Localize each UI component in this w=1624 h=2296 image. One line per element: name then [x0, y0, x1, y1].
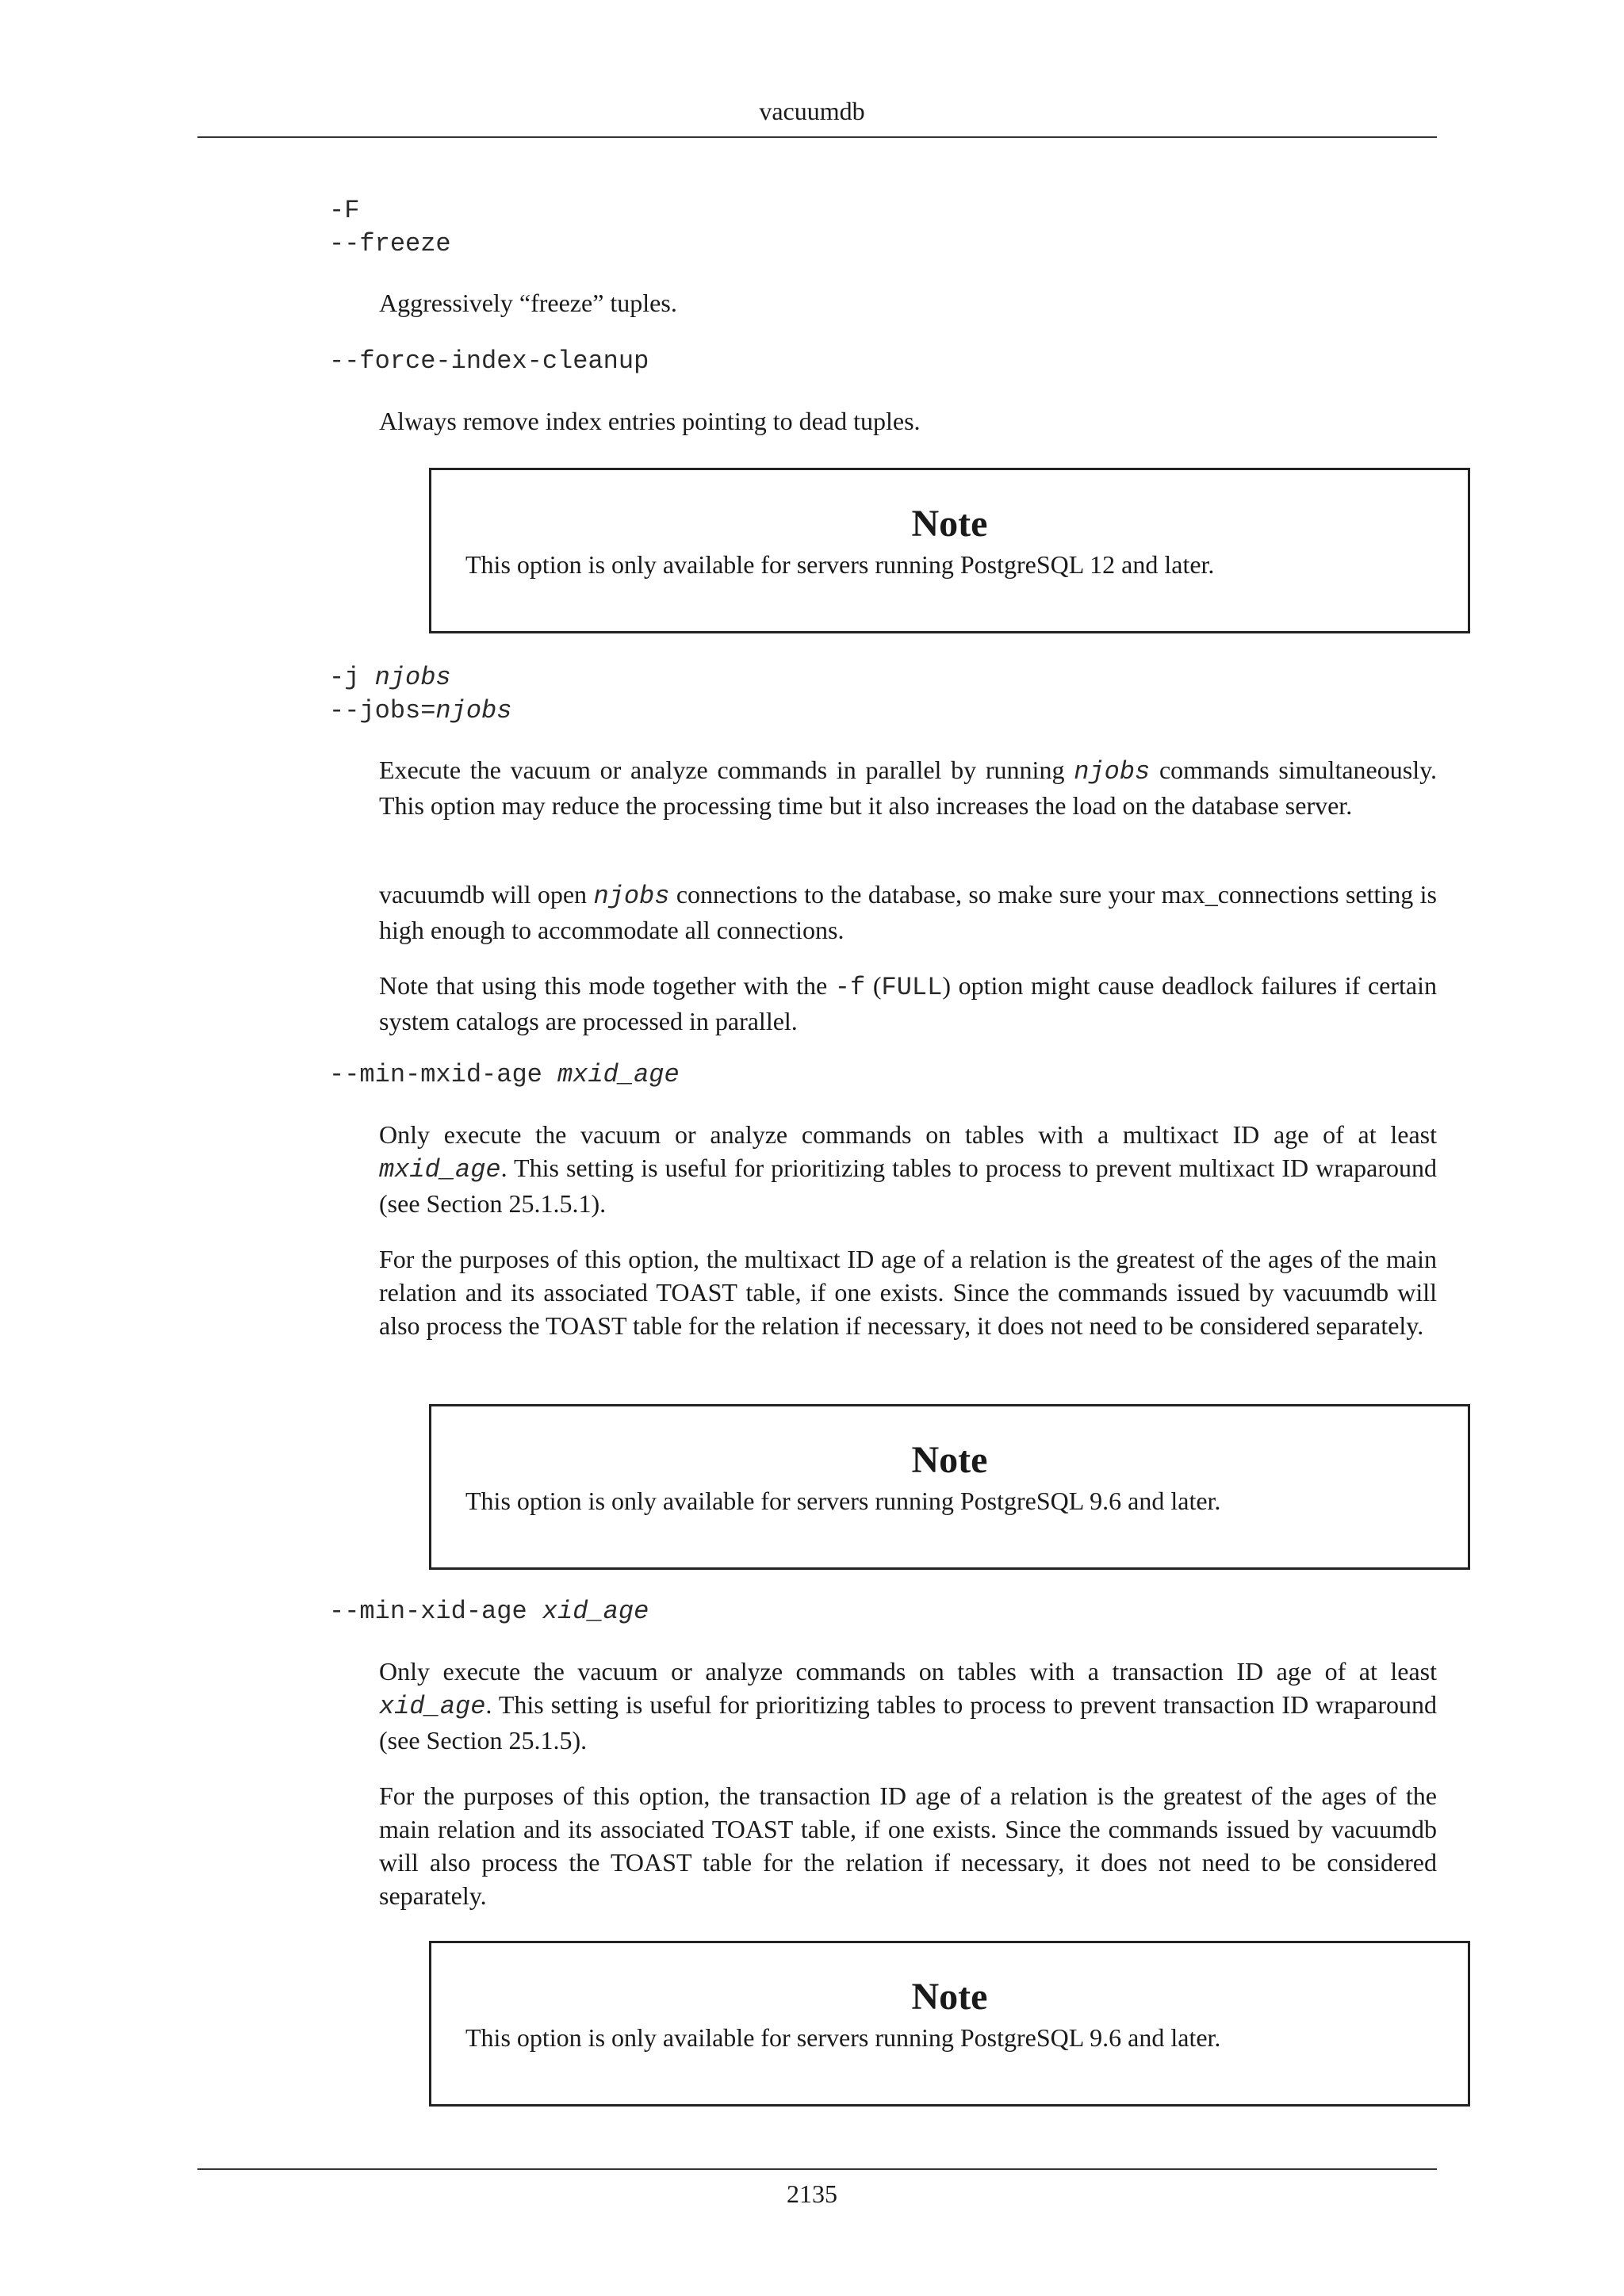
note-title: Note [911, 503, 988, 545]
note-title: Note [911, 1439, 988, 1481]
option-term-freeze-long: --freeze [329, 229, 451, 258]
text-run: . This setting is useful for prioritizing tables to process to prevent multixact ID wraparound (see Section 25.1.5.1). [379, 1154, 1437, 1218]
arg-text: mxid_age [557, 1060, 680, 1089]
note-box-pg96-mxid [429, 1404, 1470, 1570]
text-run: commands simultaneously. This option may reduce the processing time but it also increases the load on the database server. [379, 756, 1438, 820]
page-number: 2135 [787, 2179, 837, 2208]
note-box-pg96-xid [429, 1941, 1470, 2107]
text-run: Only execute the vacuum or analyze commands on tables with a transaction ID age of at least [379, 1657, 1437, 1686]
flag-text: --min-mxid-age [329, 1060, 558, 1089]
text-run: ( [865, 971, 882, 1000]
note-text: This option is only available for servers running PostgreSQL 12 and later. [465, 550, 1215, 579]
arg-text: njobs [1074, 757, 1151, 786]
option-term-min-xid-age [329, 1595, 649, 1628]
option-desc-min-mxid-age-p2: For the purposes of this option, the multixact ID age of a relation is the greatest of the ages of the main relation and its associated TOAST table, if one exists. Since the commands issued by vacuumdb will also process the TOAST table for the relation if necessary, it does not need to be considered separately. [379, 1245, 1437, 1340]
option-term-freeze-short: -F [329, 196, 360, 225]
option-desc-jobs-p1 [379, 753, 1437, 822]
option-desc-jobs-p3 [379, 969, 1437, 1038]
arg-text: mxid_age [379, 1155, 501, 1184]
option-desc-freeze: Aggressively “freeze” tuples. [379, 289, 677, 317]
text-run: . This setting is useful for prioritizing tables to process to prevent transaction ID wraparound (see Section 25.1.5). [379, 1690, 1437, 1755]
option-term-force-index-cleanup: --force-index-cleanup [329, 346, 649, 376]
arg-text: njobs [593, 882, 670, 911]
option-desc-min-xid-age-p2: For the purposes of this option, the transaction ID age of a relation is the greatest of the ages of the main relation and its associated TOAST table, if one exists. Since the commands issued by vacuumdb will also process the TOAST table for the relation if necessary, it does not need to be considered separately. [379, 1781, 1437, 1910]
text-run: Only execute the vacuum or analyze commands on tables with a multixact ID age of at least [379, 1120, 1437, 1149]
note-text: This option is only available for servers running PostgreSQL 9.6 and later. [465, 2023, 1221, 2052]
flag-text: --jobs= [329, 696, 436, 725]
header-rule [197, 136, 1437, 138]
arg-text: njobs [435, 696, 512, 725]
text-run: vacuumdb will open [379, 880, 594, 909]
arg-text: njobs [374, 663, 451, 692]
option-term-jobs-long [329, 695, 511, 728]
note-box-pg12 [429, 468, 1470, 633]
note-text: This option is only available for servers running PostgreSQL 9.6 and later. [465, 1487, 1221, 1515]
option-desc-min-mxid-age-p1 [379, 1118, 1437, 1220]
option-desc-min-xid-age-p1 [379, 1655, 1437, 1757]
arg-text: xid_age [542, 1597, 649, 1626]
option-desc-force-index-cleanup: Always remove index entries pointing to dead tuples. [379, 407, 921, 435]
flag-text: -f [834, 973, 866, 1002]
text-run: Note that using this mode together with the [379, 971, 835, 1000]
running-header: vacuumdb [759, 97, 865, 125]
note-title: Note [911, 1976, 988, 2018]
keyword-text: FULL [881, 973, 943, 1002]
text-run: connections to the database, so make sure your max_connections setting is high enough to accommodate all connections. [379, 880, 1438, 944]
option-term-min-mxid-age [329, 1058, 680, 1092]
arg-text: xid_age [379, 1692, 486, 1721]
option-term-jobs-short [329, 661, 451, 695]
option-desc-jobs-p2 [379, 878, 1437, 947]
text-run: Execute the vacuum or analyze commands in parallel by running [379, 756, 1074, 784]
footer-rule [197, 2168, 1437, 2170]
flag-text: -j [329, 663, 375, 692]
flag-text: --min-xid-age [329, 1597, 542, 1626]
text-run: ) option might cause deadlock failures if certain system catalogs are processed in parallel. [379, 971, 1438, 1035]
